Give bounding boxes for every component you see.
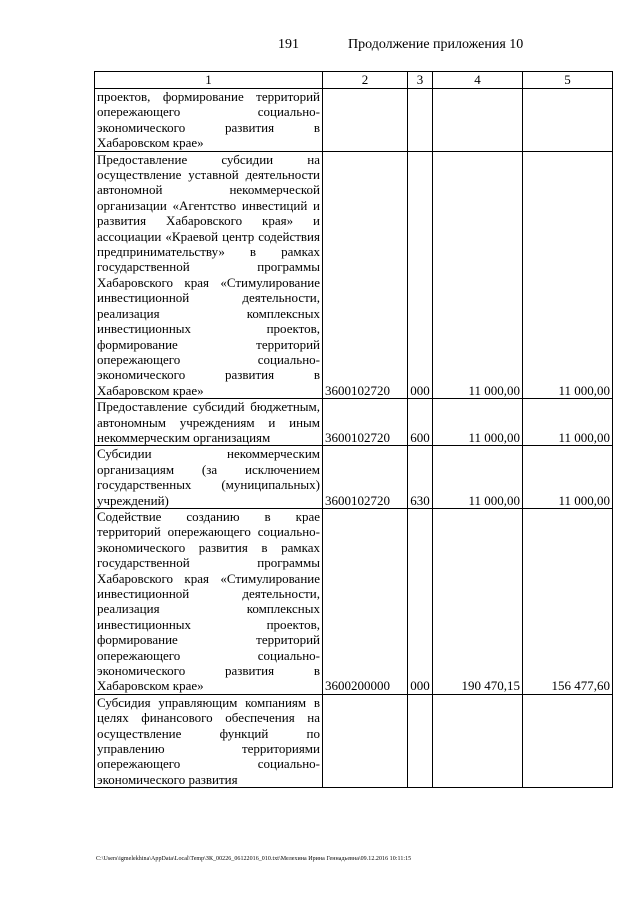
row-name-cell — [95, 399, 323, 446]
row-name-cell — [95, 508, 323, 694]
table-row — [95, 446, 613, 509]
row-amount-2017-cell — [433, 89, 523, 152]
row-name-cell — [95, 151, 323, 399]
row-amount-2018-cell: 11 000,00 — [523, 446, 613, 509]
table-row — [95, 508, 613, 694]
row-vr-cell: 000 — [408, 508, 433, 694]
table-row — [95, 89, 613, 152]
row-amount-2017-cell: 11 000,00 — [433, 446, 523, 509]
row-name-text: Субсидии некоммерческим организациям (за исключением государственных (муниципальных) учреждений) — [97, 446, 320, 508]
row-csr-cell: 3600102720 — [323, 399, 408, 446]
table-row — [95, 151, 613, 399]
row-amount-2017-cell: 11 000,00 — [433, 399, 523, 446]
row-name-cell — [95, 89, 323, 152]
table-row — [95, 694, 613, 787]
row-vr-cell: 000 — [408, 151, 433, 399]
column-header-5: 5 — [523, 72, 613, 89]
row-amount-2018-cell — [523, 89, 613, 152]
page-number: 191 — [278, 37, 299, 52]
column-number-row — [95, 72, 613, 89]
row-name-cell — [95, 446, 323, 509]
row-csr-cell: 3600102720 — [323, 446, 408, 509]
row-name-text: Субсидия управляющим компаниям в целях финансового обеспечения на осуществление функций по управлению территориями опережающего социально-экономического развития — [97, 694, 320, 787]
row-amount-2018-cell: 156 477,60 — [523, 508, 613, 694]
row-vr-cell: 630 — [408, 446, 433, 509]
column-header-3: 3 — [408, 72, 433, 89]
document-file-path-footer: C:\Users\igmelekhina\AppData\Local\Temp\ЗК_00226_06122016_010.txt\Мелехина Ирина Геннадьевна\09.12.2016 10:11:15 — [96, 856, 412, 862]
row-name-text: проектов, формирование территорий опережающего социально-экономического развития в Хабаровском крае» — [97, 89, 320, 151]
row-name-text: Содействие созданию в крае территорий опережающего социально-экономического развития в рамках государственной программы Хабаровского края «Стимулирование инвестиционной деятельности, реализация комплексных инвестиционных проектов, формирование территорий опережающего социально-экономического развития в Хабаровском крае» — [97, 508, 320, 694]
row-name-cell — [95, 694, 323, 787]
row-csr-cell — [323, 89, 408, 152]
column-header-2: 2 — [323, 72, 408, 89]
row-csr-cell — [323, 694, 408, 787]
row-vr-cell — [408, 89, 433, 152]
row-amount-2018-cell: 11 000,00 — [523, 399, 613, 446]
column-header-1: 1 — [95, 72, 323, 89]
row-vr-cell: 600 — [408, 399, 433, 446]
row-amount-2018-cell — [523, 694, 613, 787]
row-csr-cell: 3600200000 — [323, 508, 408, 694]
row-name-text: Предоставление субсидии на осуществление уставной деятельности автономной некоммерческой организации «Агентство инвестиций и развития Хабаровского края» и ассоциации «Краевой центр содействия предпринимательству» в рамках государственной программы Хабаровского края «Стимулирование инвестиционной деятельности, реализация комплексных инвестиционных проектов, формирование территорий опережающего социально-экономического развития в Хабаровском крае» — [97, 151, 320, 398]
row-name-text: Предоставление субсидий бюджетным, автономным учреждениям и иным некоммерческим организациям — [97, 399, 320, 445]
row-vr-cell — [408, 694, 433, 787]
row-amount-2017-cell — [433, 694, 523, 787]
table-row — [95, 399, 613, 446]
column-header-4: 4 — [433, 72, 523, 89]
row-amount-2018-cell: 11 000,00 — [523, 151, 613, 399]
appendix-continuation-title: Продолжение приложения 10 — [348, 37, 524, 52]
row-amount-2017-cell: 11 000,00 — [433, 151, 523, 399]
budget-table — [94, 71, 613, 788]
row-amount-2017-cell: 190 470,15 — [433, 508, 523, 694]
row-csr-cell: 3600102720 — [323, 151, 408, 399]
